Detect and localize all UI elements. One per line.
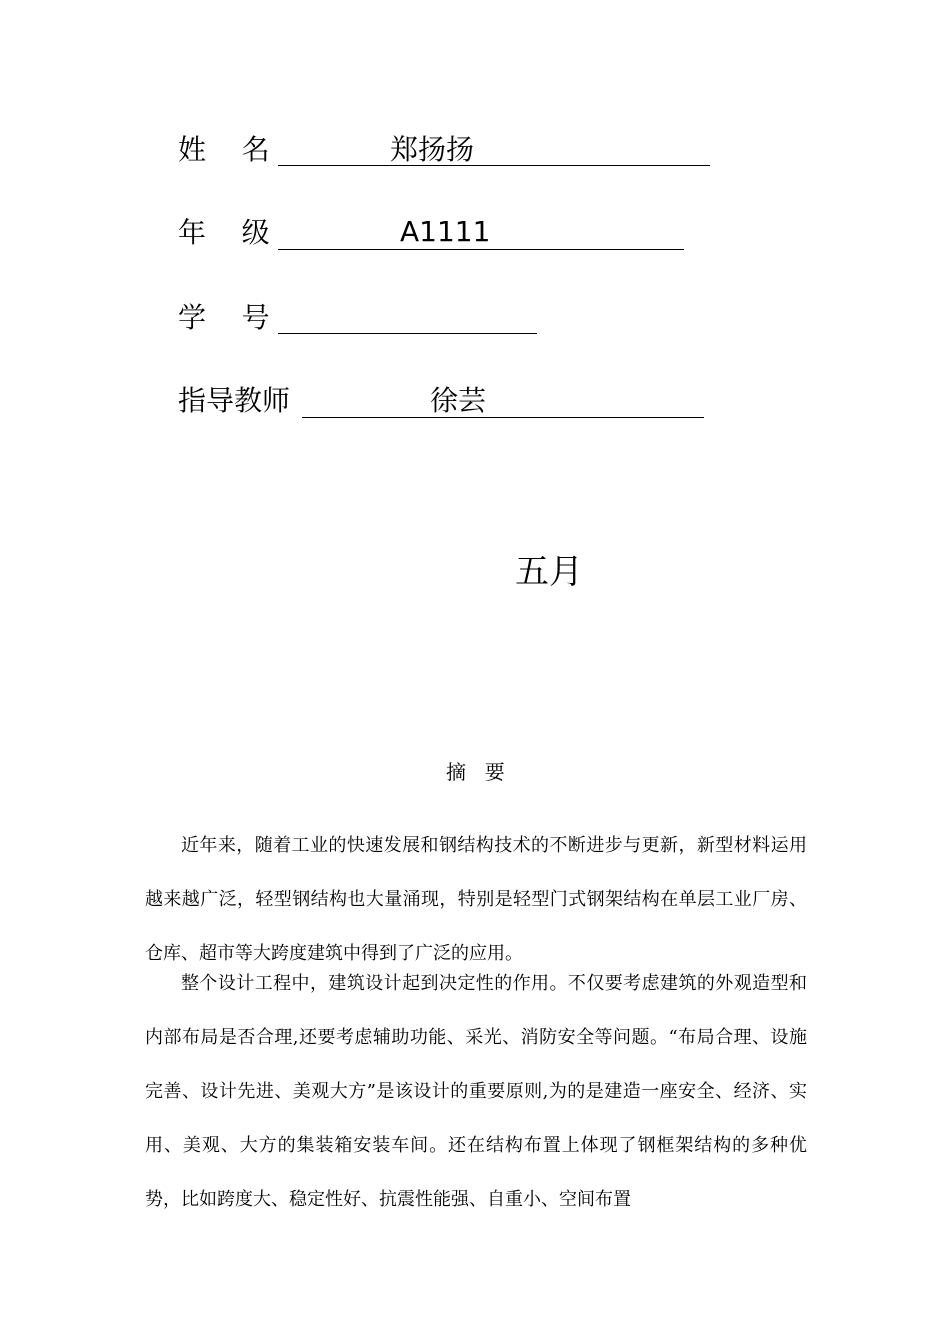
advisor-underline: [302, 417, 704, 418]
student-id-label: 学 号: [178, 301, 270, 334]
name-label: 姓 名: [178, 133, 270, 166]
abstract-paragraph-2: 整个设计工程中，建筑设计起到决定性的作用。不仅要考虑建筑的外观造型和内部布局是否合理,还要考虑辅助功能、采光、消防安全等问题。“布局合理、设施完善、设计先进、美观大方”是该设计的重要原则,为的是建造一座安全、经济、实用、美观、大方的集装箱安装车间。还在结构布置上体现了钢框架结构的多种优势，比如跨度大、稳定性好、抗震性能强、自重小、空间布置: [145, 973, 807, 1210]
grade-label: 年 级: [178, 216, 270, 249]
name-value: 郑扬扬: [390, 133, 475, 166]
abstract-title: 摘 要: [446, 760, 507, 784]
grade-value: A1111: [400, 215, 491, 248]
advisor-value: 徐芸: [430, 384, 487, 417]
student-id-underline: [278, 333, 537, 334]
name-underline: [278, 165, 710, 166]
abstract-paragraph-1: 近年来，随着工业的快速发展和钢结构技术的不断进步与更新，新型材料运用越来越广泛，轻型钢结构也大量涌现，特别是轻型门式钢架结构在单层工业厂房、仓库、超市等大跨度建筑中得到了广泛的应用。: [145, 835, 807, 964]
advisor-label: 指导教师: [178, 384, 291, 417]
cover-month: 五月: [515, 552, 583, 592]
